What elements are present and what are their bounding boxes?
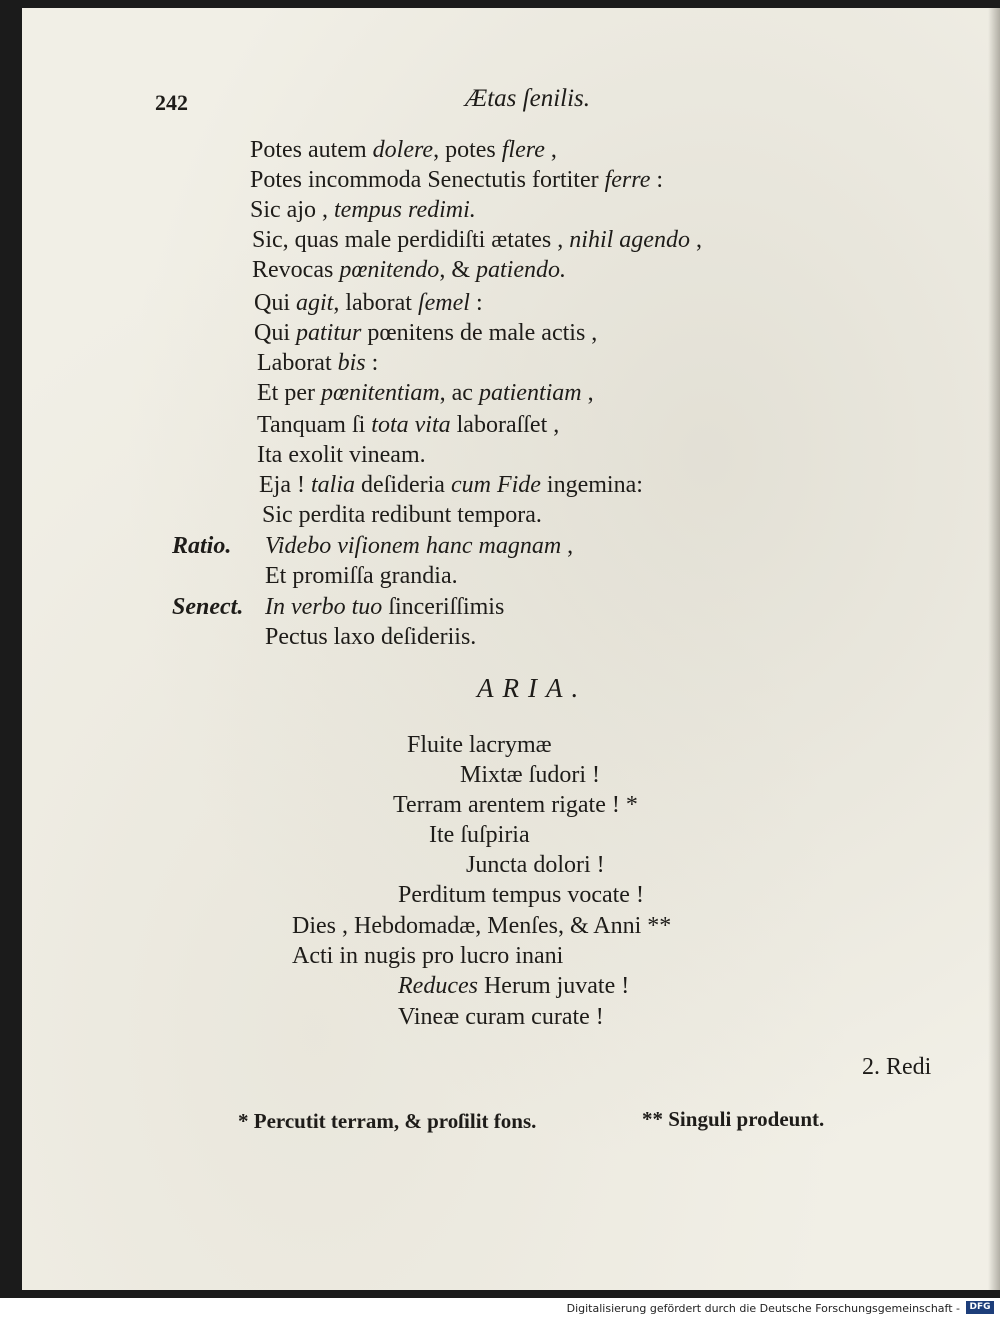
aria-line: Fluite lacrymæ xyxy=(407,732,552,758)
dialogue-line: Pectus laxo deſideriis. xyxy=(265,624,477,650)
verse-line: Sic, quas male perdidiſti ætates , nihil agendo , xyxy=(252,227,702,253)
verse-line: Eja ! talia deſideria cum Fide ingemina: xyxy=(259,472,643,498)
verse-line: Revocas pœnitendo, & patiendo. xyxy=(252,257,566,283)
verse-line: Et per pœnitentiam, ac patientiam , xyxy=(257,380,594,406)
speaker-label: Senect. xyxy=(172,594,244,620)
verse-line: Potes autem dolere, potes flere , xyxy=(250,137,557,163)
dialogue-line: Et promiſſa grandia. xyxy=(265,563,458,589)
aria-line: Dies , Hebdomadæ, Menſes, & Anni ** xyxy=(292,913,672,939)
verse-line: Qui patitur pœnitens de male actis , xyxy=(254,320,598,346)
verse-line: Tanquam ſi tota vita laboraſſet , xyxy=(257,412,560,438)
verse-line: Potes incommoda Senectutis fortiter ferre : xyxy=(250,167,664,193)
running-head: Ætas ſenilis. xyxy=(465,85,591,112)
page-number: 242 xyxy=(155,90,188,115)
aria-line: Acti in nugis pro lucro inani xyxy=(292,943,564,969)
catchword: 2. Redi xyxy=(862,1054,932,1080)
verse-line: Sic ajo , tempus redimi. xyxy=(250,197,476,223)
aria-line: Vineæ curam curate ! xyxy=(398,1004,604,1030)
footnote-2: ** Singuli prodeunt. xyxy=(642,1107,825,1131)
dialogue-line: Videbo viſionem hanc magnam , xyxy=(265,533,574,559)
aria-line: Terram arentem rigate ! * xyxy=(393,792,638,818)
verse-line: Qui agit, laborat ſemel : xyxy=(254,290,483,316)
page-edge-shadow xyxy=(988,8,1000,1290)
aria-title: ARIA. xyxy=(477,673,588,703)
aria-line: Reduces Herum juvate ! xyxy=(398,973,630,999)
credit-text: Digitalisierung gefördert durch die Deutsche Forschungsgemeinschaft - xyxy=(566,1302,960,1315)
verse-line: Sic perdita redibunt tempora. xyxy=(262,502,542,528)
aria-line: Perditum tempus vocate ! xyxy=(398,882,644,908)
aria-line: Mixtæ ſudori ! xyxy=(460,762,601,788)
dfg-logo: DFG xyxy=(966,1301,994,1314)
footnote-1: * Percutit terram, & proſilit fons. xyxy=(238,1109,537,1133)
aria-line: Juncta dolori ! xyxy=(466,852,605,878)
aria-line: Ite ſuſpiria xyxy=(429,822,530,848)
verse-line: Laborat bis : xyxy=(257,350,379,376)
dialogue-line: In verbo tuo ſinceriſſimis xyxy=(265,594,505,620)
verse-line: Ita exolit vineam. xyxy=(257,442,426,468)
speaker-label: Ratio. xyxy=(172,533,232,559)
digitization-credit-bar xyxy=(0,1298,1000,1319)
book-page xyxy=(22,8,1000,1290)
